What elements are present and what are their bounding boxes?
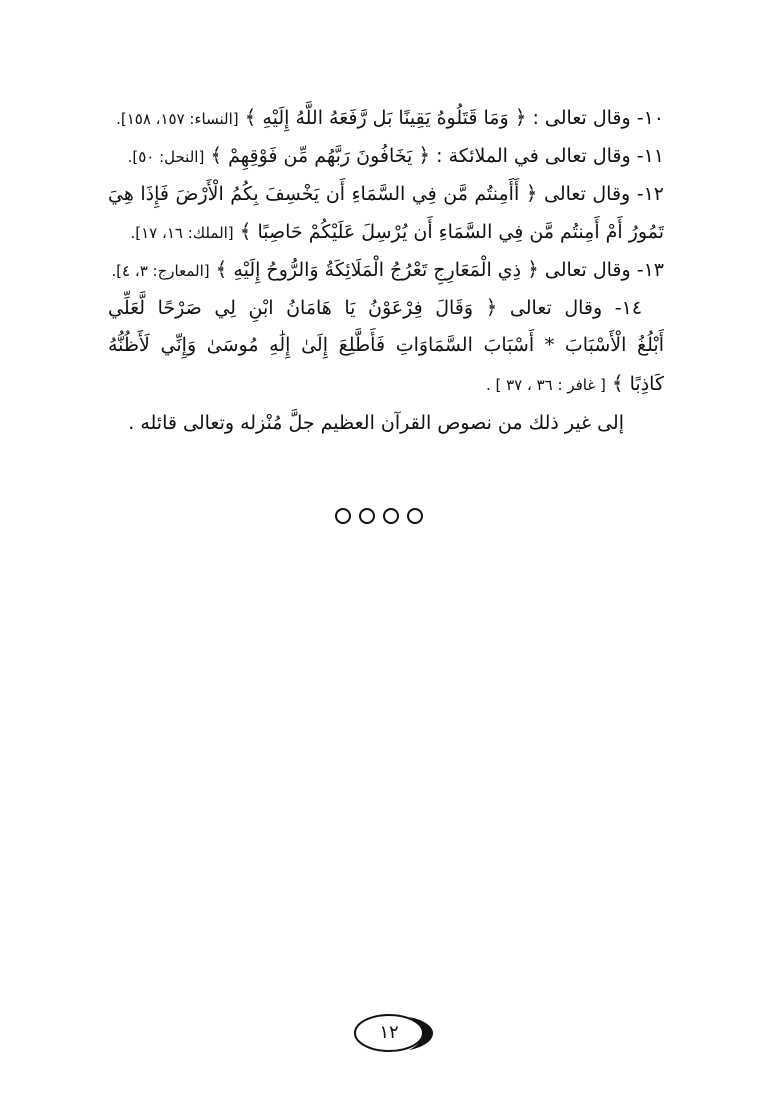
item-11-intro: ١١- وقال تعالى في الملائكة : xyxy=(436,145,664,167)
item-14-line-3 xyxy=(108,364,664,402)
item-14-line-2 xyxy=(108,326,664,364)
item-12-intro: ١٢- وقال تعالى xyxy=(544,183,664,205)
item-10-verse: وَمَا قَتَلُوهُ يَقِينًا بَل رَّفَعَهُ اللَّهُ إِلَيْهِ xyxy=(262,107,509,129)
item-12-line-2 xyxy=(108,212,664,250)
separator-circle xyxy=(383,508,399,524)
body-text xyxy=(108,98,664,442)
item-12-verse-part-2: تَمُورُ أَمْ أَمِنتُم مَّن فِي السَّمَاءِ أَن يُرْسِلَ عَلَيْكُمْ حَاصِبًا xyxy=(257,221,664,243)
separator-circle xyxy=(335,508,351,524)
conclusion-paragraph: إلى غير ذلك من نصوص القرآن العظيم جلَّ مُنْزله وتعالى قائله . xyxy=(128,412,624,434)
item-13-close-bracket: ﴾ xyxy=(215,257,228,281)
item-10-close-bracket: ﴾ xyxy=(244,105,257,129)
item-12-verse-part-1: أَأَمِنتُم مَّن فِي السَّمَاءِ أَن يَخْسِفَ بِكُمُ الْأَرْضَ فَإِذَا هِيَ xyxy=(108,183,520,205)
item-11 xyxy=(108,136,664,174)
item-14-verse-part-2: أَبْلُغُ الْأَسْبَابَ * أَسْبَابَ السَّمَاوَاتِ فَأَطَّلِعَ إِلَىٰ إِلَٰهِ مُوسَىٰ وَإِنِّي لَأَظُنُّهُ xyxy=(108,334,664,356)
item-11-verse: يَخَافُونَ رَبَّهُم مِّن فَوْقِهِمْ xyxy=(228,145,413,167)
item-11-open-bracket: ﴿ xyxy=(418,143,431,167)
item-14-open-bracket: ﴿ xyxy=(485,295,498,319)
page-number: ١٢ xyxy=(379,1022,399,1043)
section-separator xyxy=(0,508,758,528)
item-14-verse-part-3: كَاذِبًا xyxy=(629,373,664,395)
item-10-intro: ١٠- وقال تعالى : xyxy=(532,107,664,129)
item-12-reference: [الملك: ١٦، ١٧]. xyxy=(130,224,234,242)
item-10 xyxy=(108,98,664,136)
item-13-open-bracket: ﴿ xyxy=(527,257,539,281)
item-12-close-bracket: ﴾ xyxy=(239,219,252,243)
item-13-intro: ١٣- وقال تعالى xyxy=(544,259,664,281)
item-14-intro: ١٤- وقال تعالى xyxy=(509,297,643,319)
item-10-reference: [النساء: ١٥٧، ١٥٨]. xyxy=(116,110,239,128)
item-14-line-1 xyxy=(108,288,664,326)
item-14-close-bracket: ﴾ xyxy=(611,371,624,395)
item-12-open-bracket: ﴿ xyxy=(525,181,538,205)
item-13-verse: ذِي الْمَعَارِجِ تَعْرُجُ الْمَلَائِكَةُ وَالرُّوحُ إِلَيْهِ xyxy=(233,259,522,281)
item-12-line-1 xyxy=(108,174,664,212)
page-number-badge xyxy=(353,1012,433,1054)
item-14-reference: [ غافر : ٣٦ ، ٣٧ ] . xyxy=(485,376,606,394)
item-13-reference: [المعارج: ٣، ٤]. xyxy=(111,262,210,280)
item-11-close-bracket: ﴾ xyxy=(210,143,223,167)
separator-circle xyxy=(359,508,375,524)
item-11-reference: [النحل: ٥٠]. xyxy=(127,148,205,166)
item-13 xyxy=(108,250,664,288)
separator-circle xyxy=(407,508,423,524)
item-14-verse-part-1: وَقَالَ فِرْعَوْنُ يَا هَامَانُ ابْنِ لِي صَرْحًا لَّعَلِّي xyxy=(108,297,474,319)
item-10-open-bracket: ﴿ xyxy=(514,105,527,129)
